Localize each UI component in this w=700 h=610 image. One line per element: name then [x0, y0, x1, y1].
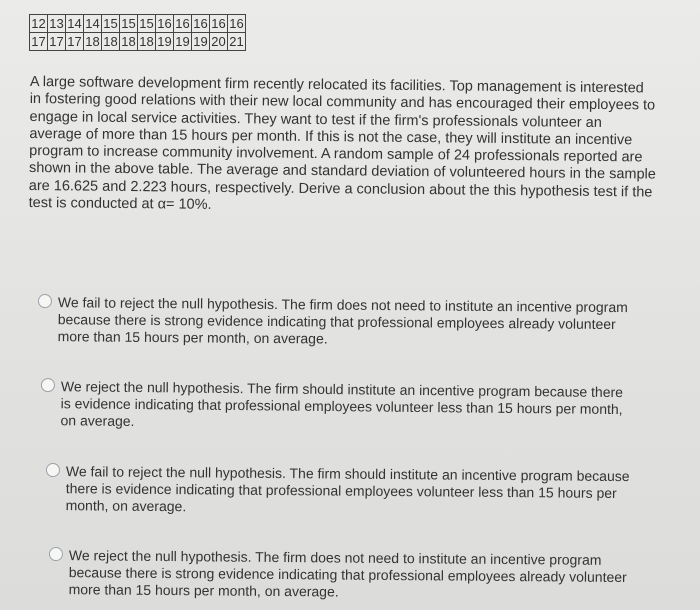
data-table	[29, 14, 246, 51]
table-cell: 18	[121, 34, 136, 49]
table-row	[30, 15, 246, 33]
table-cell: 17	[31, 34, 46, 49]
question-text: A large software development firm recently relocated its facilities. Top management is interested in fostering good relations with their new local community and has encouraged their employees to engage in local service activities. They want to test if the firm's professionals volunteer an average of more than 15 hours per month. If this is not the case, they will institute an incentive program to increase community involvement. A random sample of 24 professionals reported are shown in the above table. The average and standard deviation of volunteered hours in the sample are 16.625 and 2.223 hours, respectively. Derive a conclusion about the this hypothesis test if the test is conducted at α= 10%.	[28, 74, 656, 213]
answer-option-label: We fail to reject the null hypothesis. The firm does not need to institute an incentive program because there is strong evidence indicating that professional employees already volunteer more than 15 hours per month, on average.	[57, 294, 628, 347]
table-cell: 19	[193, 34, 208, 49]
answer-option-label: We fail to reject the null hypothesis. The firm should institute an incentive program because there is evidence indicating that professional employees volunteer less than 15 hours per month, on average.	[65, 463, 630, 515]
table-cell: 19	[175, 34, 190, 49]
table-cell: 16	[157, 16, 172, 31]
table-cell: 16	[211, 16, 226, 31]
table-cell: 20	[211, 34, 226, 49]
table-cell: 16	[193, 16, 208, 31]
table-cell: 12	[31, 16, 46, 31]
table-cell: 18	[139, 34, 154, 49]
table-cell: 16	[229, 16, 244, 31]
radio-button-icon[interactable]	[46, 463, 60, 477]
table-cell: 16	[175, 16, 190, 31]
table-cell: 15	[121, 16, 136, 31]
table-cell: 17	[49, 34, 64, 49]
answer-option-label: We reject the null hypothesis. The firm does not need to institute an incentive program because there is strong evidence indicating that professional employees already volunteer more than 15 hours per month, on average.	[68, 547, 627, 600]
answer-option-4[interactable]	[49, 547, 639, 603]
table-cell: 15	[139, 16, 154, 31]
answer-option-3[interactable]	[46, 463, 636, 519]
answer-option-label: We reject the null hypothesis. The firm should institute an incentive program because there is evidence indicating that professional employees volunteer less than 15 hours per month, on average.	[60, 378, 624, 429]
table-cell: 18	[103, 34, 118, 49]
radio-button-icon[interactable]	[41, 378, 55, 392]
table-cell: 19	[157, 34, 172, 49]
table-cell: 18	[85, 34, 100, 49]
radio-button-icon[interactable]	[38, 294, 52, 308]
table-cell: 17	[67, 34, 82, 49]
table-row	[30, 33, 246, 51]
table-cell: 21	[229, 34, 244, 49]
answer-option-1[interactable]	[38, 294, 628, 350]
table-cell: 15	[103, 16, 118, 31]
table-cell: 14	[85, 16, 100, 31]
table-cell: 13	[49, 16, 64, 31]
radio-button-icon[interactable]	[49, 547, 63, 561]
answer-option-2[interactable]	[40, 378, 631, 435]
table-cell: 14	[67, 16, 82, 31]
